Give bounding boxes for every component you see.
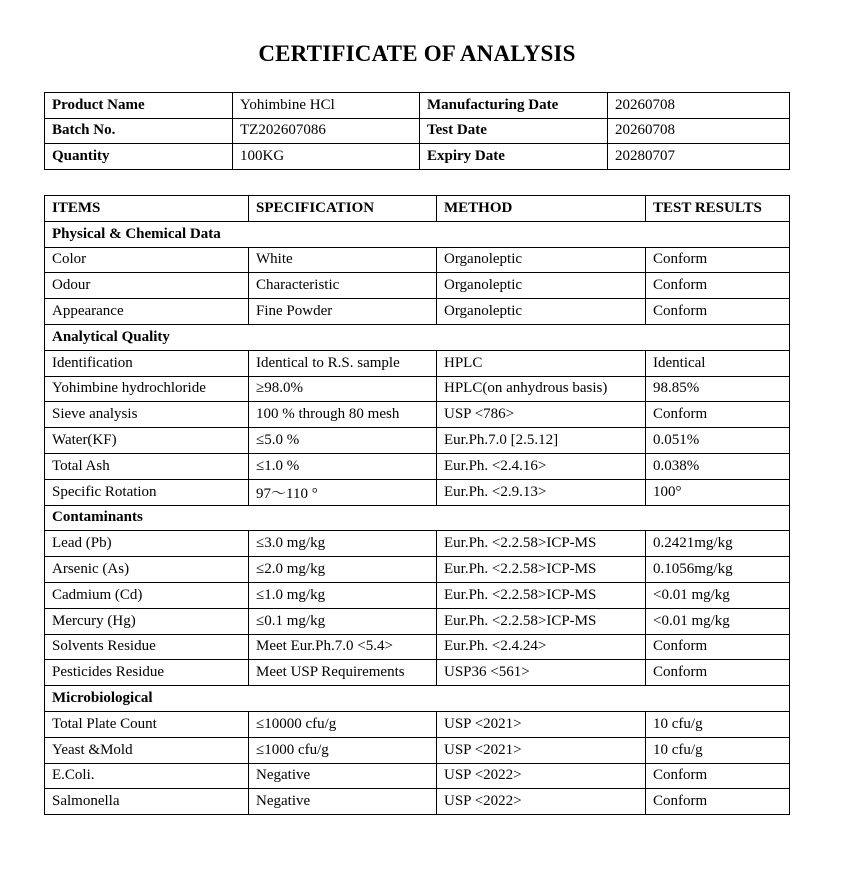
table-row — [45, 711, 790, 737]
result-cell: Conform — [646, 660, 790, 686]
table-row — [45, 608, 790, 634]
result-cell: Conform — [646, 273, 790, 299]
analysis-table — [44, 195, 790, 815]
method-cell: Organoleptic — [437, 247, 646, 273]
info-value: 20260708 — [608, 118, 790, 144]
result-cell: 10 cfu/g — [646, 711, 790, 737]
info-row — [45, 144, 790, 170]
table-row — [45, 789, 790, 815]
item-cell: Pesticides Residue — [45, 660, 249, 686]
specification-cell: ≤10000 cfu/g — [249, 711, 437, 737]
specification-cell: 97～110 ° — [249, 479, 437, 505]
item-cell: Lead (Pb) — [45, 531, 249, 557]
table-row — [45, 634, 790, 660]
section-row — [45, 686, 790, 712]
header-method: METHOD — [437, 196, 646, 222]
result-cell: 0.038% — [646, 453, 790, 479]
method-cell: USP <2021> — [437, 711, 646, 737]
table-row — [45, 402, 790, 428]
result-cell: 0.2421mg/kg — [646, 531, 790, 557]
info-value: TZ202607086 — [233, 118, 420, 144]
table-row — [45, 299, 790, 325]
table-row — [45, 737, 790, 763]
specification-cell: Meet Eur.Ph.7.0 <5.4> — [249, 634, 437, 660]
specification-cell: ≥98.0% — [249, 376, 437, 402]
info-label: Expiry Date — [420, 144, 608, 170]
product-info-table — [44, 92, 790, 170]
method-cell: USP <2022> — [437, 763, 646, 789]
result-cell: Conform — [646, 299, 790, 325]
info-value: 20260708 — [608, 93, 790, 119]
info-label: Test Date — [420, 118, 608, 144]
info-value: Yohimbine HCl — [233, 93, 420, 119]
specification-cell: 100 % through 80 mesh — [249, 402, 437, 428]
method-cell: Eur.Ph. <2.4.24> — [437, 634, 646, 660]
section-title: Physical & Chemical Data — [45, 221, 790, 247]
table-row — [45, 660, 790, 686]
method-cell: USP <2021> — [437, 737, 646, 763]
item-cell: Color — [45, 247, 249, 273]
specification-cell: Negative — [249, 789, 437, 815]
item-cell: Sieve analysis — [45, 402, 249, 428]
item-cell: Total Ash — [45, 453, 249, 479]
specification-cell: ≤3.0 mg/kg — [249, 531, 437, 557]
method-cell: Eur.Ph. <2.4.16> — [437, 453, 646, 479]
header-row — [45, 196, 790, 222]
table-row — [45, 247, 790, 273]
item-cell: Cadmium (Cd) — [45, 582, 249, 608]
info-row — [45, 118, 790, 144]
info-label: Batch No. — [45, 118, 233, 144]
result-cell: 100° — [646, 479, 790, 505]
method-cell: USP36 <561> — [437, 660, 646, 686]
section-title: Contaminants — [45, 505, 790, 531]
specification-cell: White — [249, 247, 437, 273]
item-cell: Total Plate Count — [45, 711, 249, 737]
section-title: Microbiological — [45, 686, 790, 712]
item-cell: Yohimbine hydrochloride — [45, 376, 249, 402]
table-row — [45, 479, 790, 505]
method-cell: Eur.Ph. <2.2.58>ICP-MS — [437, 582, 646, 608]
method-cell: Eur.Ph. <2.2.58>ICP-MS — [437, 557, 646, 583]
result-cell: Conform — [646, 789, 790, 815]
table-row — [45, 557, 790, 583]
header-specification: SPECIFICATION — [249, 196, 437, 222]
item-cell: Appearance — [45, 299, 249, 325]
header-items: ITEMS — [45, 196, 249, 222]
result-cell: Conform — [646, 763, 790, 789]
item-cell: Salmonella — [45, 789, 249, 815]
specification-cell: Fine Powder — [249, 299, 437, 325]
item-cell: Odour — [45, 273, 249, 299]
section-row — [45, 221, 790, 247]
info-label: Manufacturing Date — [420, 93, 608, 119]
table-row — [45, 763, 790, 789]
item-cell: Identification — [45, 350, 249, 376]
specification-cell: ≤1.0 % — [249, 453, 437, 479]
info-row — [45, 93, 790, 119]
specification-cell: Characteristic — [249, 273, 437, 299]
section-title: Analytical Quality — [45, 324, 790, 350]
method-cell: HPLC(on anhydrous basis) — [437, 376, 646, 402]
method-cell: Eur.Ph.7.0 [2.5.12] — [437, 428, 646, 454]
info-label: Quantity — [45, 144, 233, 170]
item-cell: Arsenic (As) — [45, 557, 249, 583]
table-row — [45, 531, 790, 557]
section-row — [45, 505, 790, 531]
method-cell: Eur.Ph. <2.2.58>ICP-MS — [437, 531, 646, 557]
header-test-results: TEST RESULTS — [646, 196, 790, 222]
result-cell: 98.85% — [646, 376, 790, 402]
specification-cell: Meet USP Requirements — [249, 660, 437, 686]
item-cell: Mercury (Hg) — [45, 608, 249, 634]
specification-cell: ≤1.0 mg/kg — [249, 582, 437, 608]
result-cell: Conform — [646, 402, 790, 428]
specification-cell: ≤5.0 % — [249, 428, 437, 454]
method-cell: HPLC — [437, 350, 646, 376]
specification-cell: Negative — [249, 763, 437, 789]
method-cell: Organoleptic — [437, 273, 646, 299]
result-cell: Conform — [646, 634, 790, 660]
result-cell: Identical — [646, 350, 790, 376]
method-cell: USP <786> — [437, 402, 646, 428]
table-row — [45, 453, 790, 479]
specification-cell: ≤1000 cfu/g — [249, 737, 437, 763]
item-cell: Yeast &Mold — [45, 737, 249, 763]
method-cell: Eur.Ph. <2.9.13> — [437, 479, 646, 505]
item-cell: Specific Rotation — [45, 479, 249, 505]
item-cell: Solvents Residue — [45, 634, 249, 660]
method-cell: USP <2022> — [437, 789, 646, 815]
specification-cell: Identical to R.S. sample — [249, 350, 437, 376]
result-cell: 0.1056mg/kg — [646, 557, 790, 583]
table-row — [45, 376, 790, 402]
item-cell: E.Coli. — [45, 763, 249, 789]
method-cell: Organoleptic — [437, 299, 646, 325]
specification-cell: ≤2.0 mg/kg — [249, 557, 437, 583]
table-row — [45, 428, 790, 454]
specification-cell: ≤0.1 mg/kg — [249, 608, 437, 634]
result-cell: <0.01 mg/kg — [646, 582, 790, 608]
table-row — [45, 582, 790, 608]
table-row — [45, 350, 790, 376]
table-row — [45, 273, 790, 299]
method-cell: Eur.Ph. <2.2.58>ICP-MS — [437, 608, 646, 634]
item-cell: Water(KF) — [45, 428, 249, 454]
result-cell: 10 cfu/g — [646, 737, 790, 763]
info-value: 20280707 — [608, 144, 790, 170]
result-cell: <0.01 mg/kg — [646, 608, 790, 634]
result-cell: Conform — [646, 247, 790, 273]
info-label: Product Name — [45, 93, 233, 119]
info-value: 100KG — [233, 144, 420, 170]
result-cell: 0.051% — [646, 428, 790, 454]
document-title: CERTIFICATE OF ANALYSIS — [258, 41, 576, 66]
section-row — [45, 324, 790, 350]
